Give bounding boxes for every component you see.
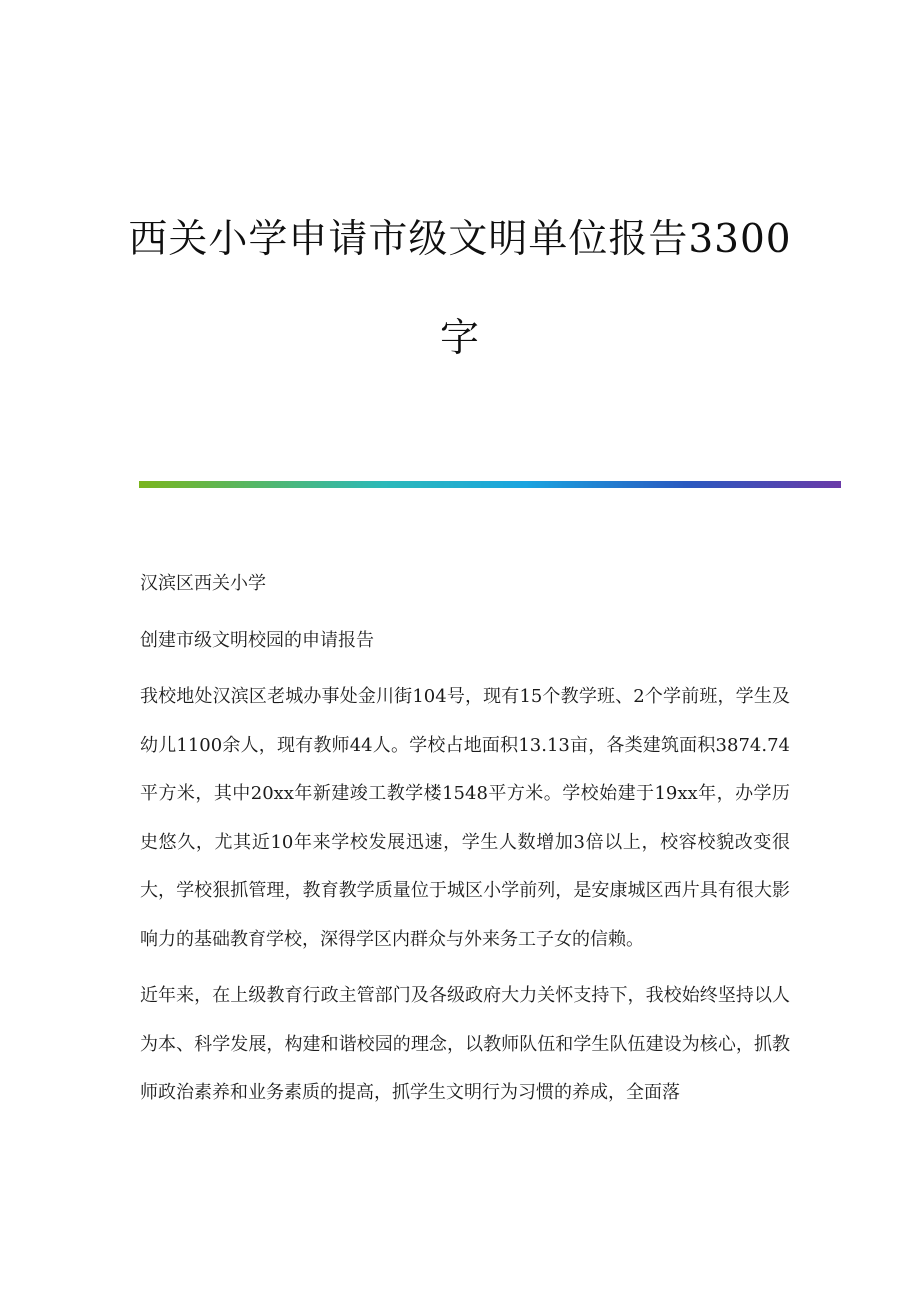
- report-subtitle-line: 创建市级文明校园的申请报告: [140, 629, 374, 651]
- body-paragraph: 近年来，在上级教育行政主管部门及各级政府大力关怀支持下，我校始终坚持以人为本、科学发展，构建和谐校园的理念，以教师队伍和学生队伍建设为核心，抓教师政治素养和业务素质的提高，抓学生文明行为习惯的养成，全面落: [140, 985, 790, 1103]
- body-paragraph: 我校地处汉滨区老城办事处金川街104号，现有15个教学班、2个学前班，学生及幼儿1100余人，现有教师44人。学校占地面积13.13亩，各类建筑面积3874.74平方米，其中20xx年新建竣工教学楼1548平方米。学校始建于19xx年，办学历史悠久，尤其近10年来学校发展迅速，学生人数增加3倍以上，校容校貌改变很大，学校狠抓管理，教育教学质量位于城区小学前列，是安康城区西片具有很大影响力的基础教育学校，深得学区内群众与外来务工子女的信赖。: [140, 686, 790, 950]
- document-body: [140, 560, 790, 1126]
- title-line-2: 字: [439, 316, 480, 361]
- title-line-1: 西关小学申请市级文明单位报告3300: [128, 217, 792, 262]
- school-name-line: 汉滨区西关小学: [140, 573, 266, 594]
- document-title: [120, 190, 800, 389]
- gradient-divider: [139, 481, 841, 488]
